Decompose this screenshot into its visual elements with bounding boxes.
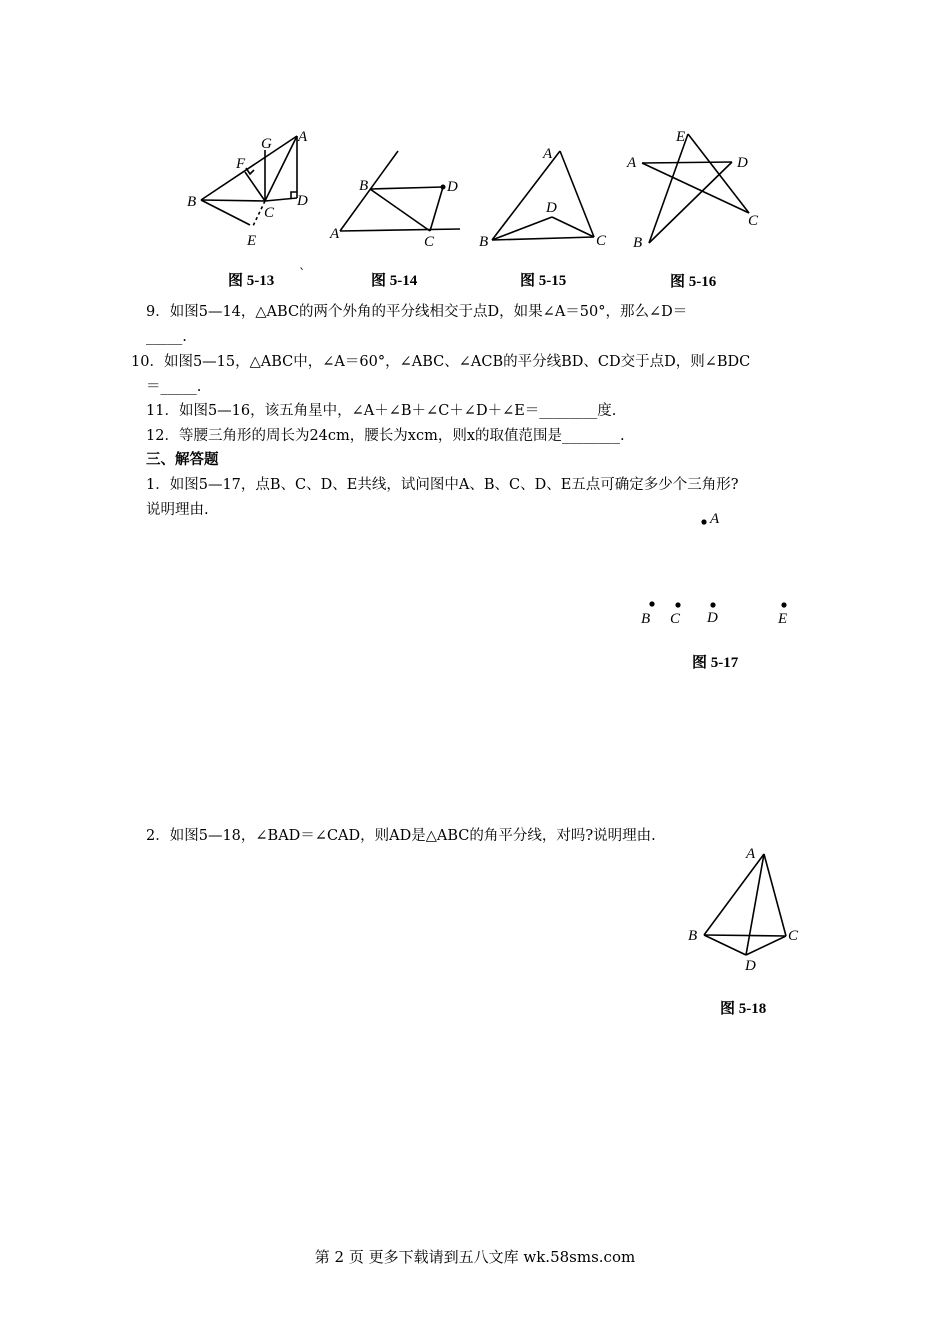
fig17-label-E: E — [778, 611, 788, 627]
fig13-stray-mark: ` — [299, 267, 306, 282]
problem-1-line2: 说明理由. — [146, 502, 209, 518]
fig13-label-D: D — [297, 193, 308, 209]
fig15-label-D: D — [546, 200, 557, 216]
fig14-caption: 图 5-14 — [371, 273, 418, 289]
fig16-label-E: E — [676, 129, 686, 145]
fig14-label-B: B — [359, 178, 369, 194]
fig15-label-B: B — [479, 234, 489, 250]
fig15-caption: 图 5-15 — [520, 273, 567, 289]
fig16-label-B: B — [633, 235, 643, 251]
fig18-caption: 图 5-18 — [720, 1001, 767, 1017]
figure-5-17 — [636, 505, 806, 630]
question-9-line1: 9．如图5—14，△ABC的两个外角的平分线相交于点D，如果∠A＝50°，那么∠D＝ — [146, 304, 688, 320]
question-10-line1: 10．如图5—15，△ABC中，∠A＝60°，∠ABC、∠ACB的平分线BD、CD交于点D，则∠BDC — [131, 354, 751, 370]
fig18-label-A: A — [746, 846, 756, 862]
fig13-label-C: C — [264, 205, 275, 221]
fig17-label-C: C — [670, 611, 681, 627]
fig15-label-A: A — [543, 146, 553, 162]
fig18-label-D: D — [745, 958, 756, 974]
question-11: 11．如图5—16，该五角星中，∠A＋∠B＋∠C＋∠D＋∠E＝________度. — [146, 403, 617, 419]
problem-2: 2．如图5—18，∠BAD＝∠CAD，则AD是△ABC的角平分线，对吗?说明理由. — [146, 828, 656, 844]
fig13-label-A: A — [298, 129, 308, 145]
fig14-label-A: A — [330, 226, 340, 242]
fig18-label-C: C — [788, 928, 799, 944]
fig13-caption: 图 5-13 — [228, 273, 275, 289]
figure-5-13 — [185, 128, 315, 253]
fig13-label-B: B — [187, 194, 197, 210]
fig13-label-G: G — [261, 136, 272, 152]
fig17-label-D: D — [707, 610, 718, 626]
question-12: 12．等腰三角形的周长为24cm，腰长为xcm，则x的取值范围是________. — [146, 428, 625, 444]
figure-5-16 — [624, 125, 769, 253]
section-heading: 三、解答题 — [146, 451, 219, 468]
figure-5-18 — [686, 844, 811, 974]
fig14-label-D: D — [447, 179, 458, 195]
fig13-label-E: E — [247, 233, 257, 249]
fig16-label-C: C — [748, 213, 759, 229]
fig15-label-C: C — [596, 233, 607, 249]
question-10-line2: ＝_____. — [146, 379, 202, 395]
fig18-label-B: B — [688, 928, 698, 944]
fig17-caption: 图 5-17 — [692, 655, 739, 671]
fig14-label-C: C — [424, 234, 435, 250]
question-9-line2: _____. — [146, 329, 187, 345]
fig17-label-B: B — [641, 611, 651, 627]
page-footer: 第 2 页 更多下载请到五八文库 wk.58sms.com — [314, 1248, 636, 1266]
figure-5-15 — [478, 142, 613, 252]
fig16-label-A: A — [627, 155, 637, 171]
fig16-caption: 图 5-16 — [670, 274, 717, 290]
figure-5-14 — [328, 148, 468, 253]
fig13-label-F: F — [236, 156, 246, 172]
fig16-label-D: D — [737, 155, 748, 171]
problem-1-line1: 1．如图5—17，点B、C、D、E共线，试问图中A、B、C、D、E五点可确定多少个三角形? — [146, 477, 739, 493]
fig17-label-A: A — [710, 511, 720, 527]
